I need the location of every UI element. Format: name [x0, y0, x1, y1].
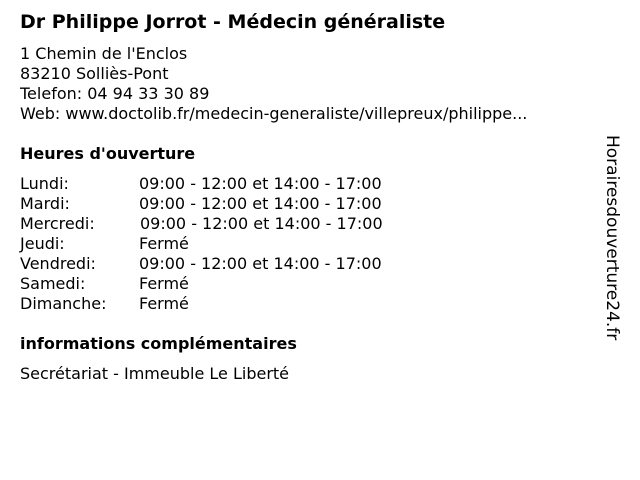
address-street: 1 Chemin de l'Enclos	[20, 44, 188, 63]
day-label: Samedi:	[20, 274, 86, 293]
day-label: Jeudi:	[20, 234, 65, 253]
hours-heading: Heures d'ouverture	[20, 144, 196, 163]
day-hours: Fermé	[139, 234, 189, 253]
day-hours: 09:00 - 12:00 et 14:00 - 17:00	[139, 174, 382, 193]
day-label: Dimanche:	[20, 294, 107, 313]
extra-info-heading: informations complémentaires	[20, 334, 297, 353]
day-hours: Fermé	[139, 274, 189, 293]
phone-number: Telefon: 04 94 33 30 89	[20, 84, 210, 103]
day-hours: 09:00 - 12:00 et 14:00 - 17:00	[139, 194, 382, 213]
day-label: Mercredi:	[20, 214, 95, 233]
day-hours: 09:00 - 12:00 et 14:00 - 17:00	[139, 254, 382, 273]
day-label: Vendredi:	[20, 254, 96, 273]
day-label: Mardi:	[20, 194, 70, 213]
day-hours: 09:00 - 12:00 et 14:00 - 17:00	[140, 214, 383, 233]
address-block	[20, 44, 527, 124]
website-link: Web: www.doctolib.fr/medecin-generaliste/villepreux/philippe...	[20, 104, 528, 123]
day-hours: Fermé	[139, 294, 189, 313]
extra-info-text: Secrétariat - Immeuble Le Liberté	[20, 364, 290, 383]
address-city: 83210 Solliès-Pont	[20, 64, 169, 83]
day-label: Lundi:	[20, 174, 69, 193]
site-watermark: Horairesdouverture24.fr	[602, 135, 622, 341]
page-title: Dr Philippe Jorrot - Médecin généraliste	[20, 11, 446, 33]
